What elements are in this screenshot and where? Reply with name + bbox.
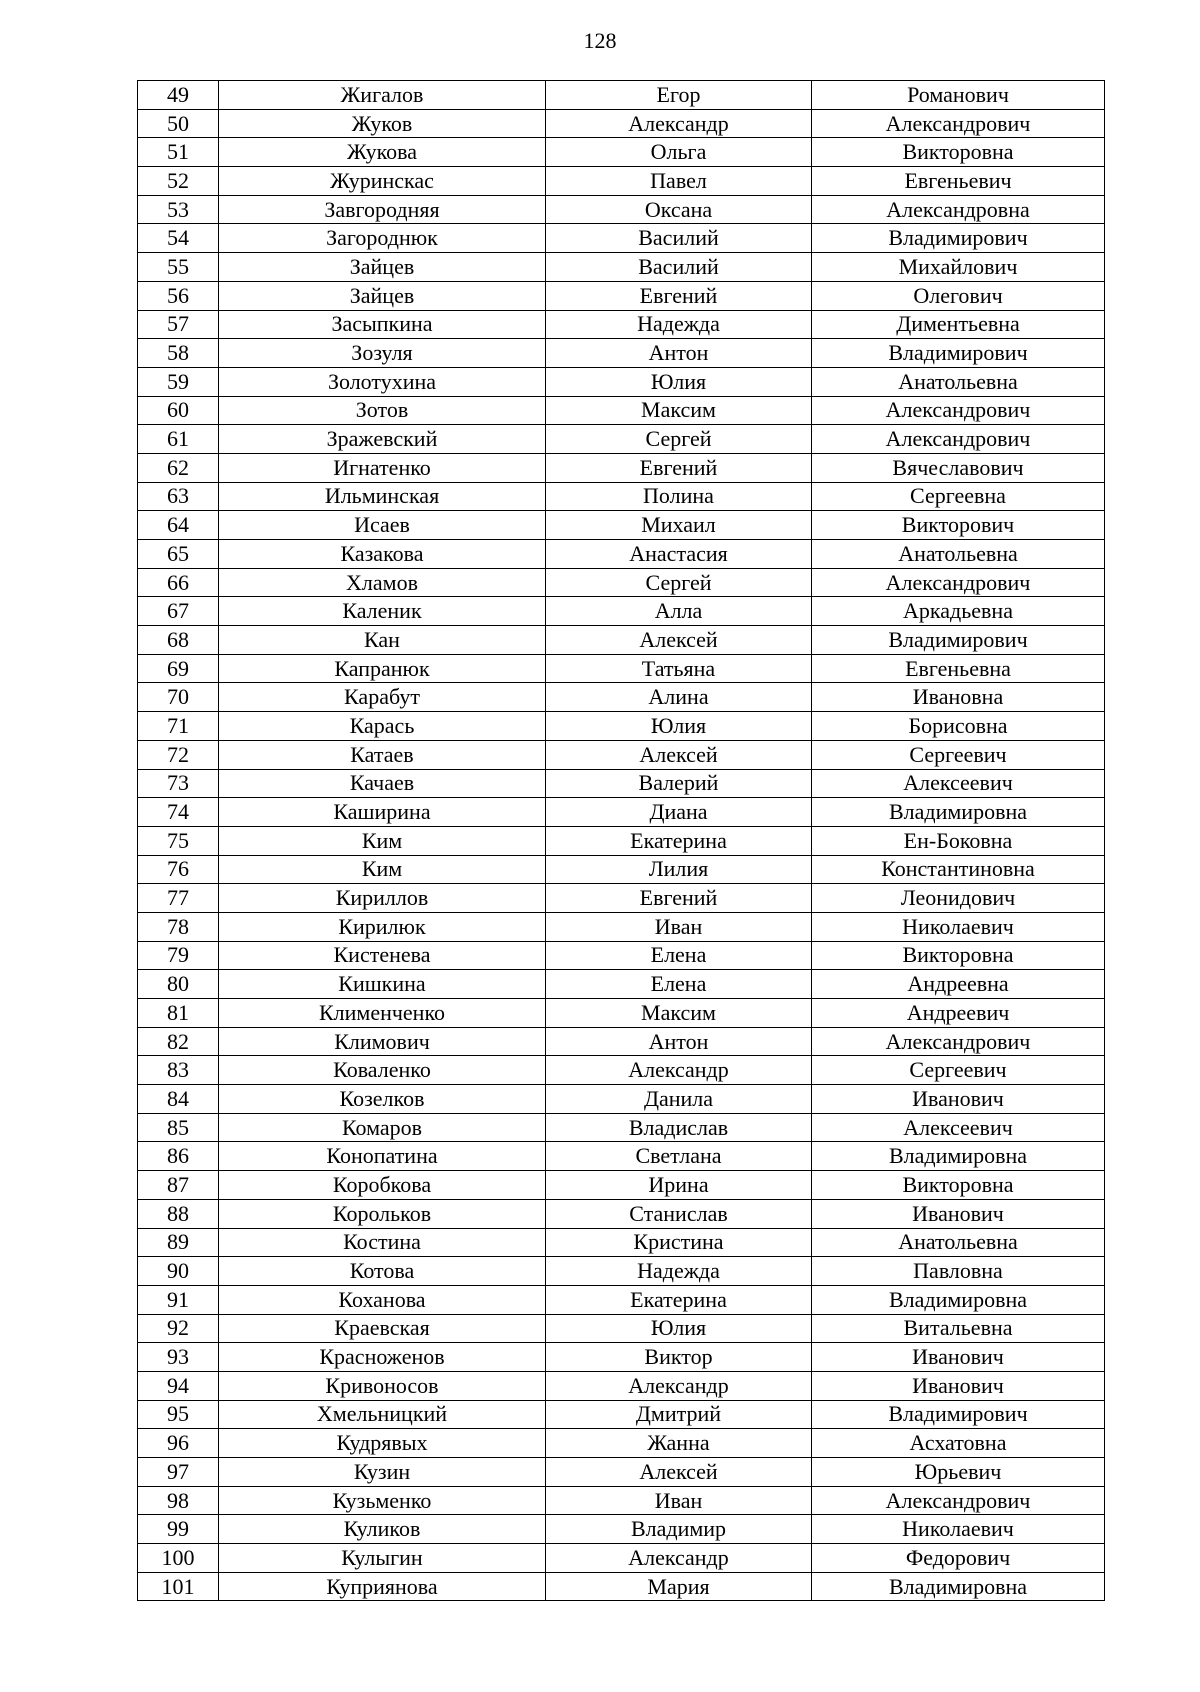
- first-name-cell: Данила: [546, 1085, 812, 1114]
- patronymic-cell: Олегович: [812, 281, 1105, 310]
- first-name-cell: Евгений: [546, 453, 812, 482]
- table-row: [138, 740, 1105, 769]
- last-name-cell: Кирилюк: [219, 912, 546, 941]
- table-row: [138, 970, 1105, 999]
- first-name-cell: Сергей: [546, 425, 812, 454]
- last-name-cell: Кривоносов: [219, 1371, 546, 1400]
- table-row: [138, 798, 1105, 827]
- table-row: [138, 568, 1105, 597]
- patronymic-cell: Викторовна: [812, 1171, 1105, 1200]
- first-name-cell: Василий: [546, 253, 812, 282]
- patronymic-cell: Андреевич: [812, 999, 1105, 1028]
- first-name-cell: Надежда: [546, 1257, 812, 1286]
- row-number-cell: 68: [138, 626, 219, 655]
- table-row: [138, 1314, 1105, 1343]
- patronymic-cell: Сергеевич: [812, 740, 1105, 769]
- row-number-cell: 79: [138, 941, 219, 970]
- first-name-cell: Евгений: [546, 281, 812, 310]
- table-row: [138, 1572, 1105, 1601]
- table-row: [138, 339, 1105, 368]
- first-name-cell: Антон: [546, 339, 812, 368]
- last-name-cell: Кузин: [219, 1458, 546, 1487]
- patronymic-cell: Николаевич: [812, 1515, 1105, 1544]
- row-number-cell: 56: [138, 281, 219, 310]
- row-number-cell: 93: [138, 1343, 219, 1372]
- last-name-cell: Хмельницкий: [219, 1400, 546, 1429]
- row-number-cell: 81: [138, 999, 219, 1028]
- patronymic-cell: Андреевна: [812, 970, 1105, 999]
- row-number-cell: 94: [138, 1371, 219, 1400]
- table-row: [138, 1085, 1105, 1114]
- table-row: [138, 167, 1105, 196]
- patronymic-cell: Павловна: [812, 1257, 1105, 1286]
- first-name-cell: Александр: [546, 1371, 812, 1400]
- first-name-cell: Оксана: [546, 195, 812, 224]
- first-name-cell: Кристина: [546, 1228, 812, 1257]
- last-name-cell: Капранюк: [219, 654, 546, 683]
- first-name-cell: Елена: [546, 970, 812, 999]
- table-row: [138, 281, 1105, 310]
- last-name-cell: Коробкова: [219, 1171, 546, 1200]
- patronymic-cell: Владимирович: [812, 224, 1105, 253]
- row-number-cell: 63: [138, 482, 219, 511]
- patronymic-cell: Федорович: [812, 1544, 1105, 1573]
- first-name-cell: Алексей: [546, 1458, 812, 1487]
- patronymic-cell: Константиновна: [812, 855, 1105, 884]
- patronymic-cell: Владимирович: [812, 626, 1105, 655]
- row-number-cell: 100: [138, 1544, 219, 1573]
- table-row: [138, 425, 1105, 454]
- patronymic-cell: Алексеевич: [812, 769, 1105, 798]
- first-name-cell: Алла: [546, 597, 812, 626]
- last-name-cell: Исаев: [219, 511, 546, 540]
- patronymic-cell: Александрович: [812, 425, 1105, 454]
- table-row: [138, 138, 1105, 167]
- last-name-cell: Кан: [219, 626, 546, 655]
- last-name-cell: Коханова: [219, 1285, 546, 1314]
- first-name-cell: Ирина: [546, 1171, 812, 1200]
- last-name-cell: Конопатина: [219, 1142, 546, 1171]
- table-row: [138, 195, 1105, 224]
- first-name-cell: Полина: [546, 482, 812, 511]
- last-name-cell: Зражевский: [219, 425, 546, 454]
- table-row: [138, 1343, 1105, 1372]
- patronymic-cell: Иванович: [812, 1199, 1105, 1228]
- row-number-cell: 69: [138, 654, 219, 683]
- row-number-cell: 58: [138, 339, 219, 368]
- row-number-cell: 71: [138, 712, 219, 741]
- table-row: [138, 683, 1105, 712]
- last-name-cell: Казакова: [219, 540, 546, 569]
- last-name-cell: Клименченко: [219, 999, 546, 1028]
- row-number-cell: 74: [138, 798, 219, 827]
- patronymic-cell: Владимировна: [812, 1142, 1105, 1171]
- row-number-cell: 76: [138, 855, 219, 884]
- last-name-cell: Карась: [219, 712, 546, 741]
- first-name-cell: Виктор: [546, 1343, 812, 1372]
- first-name-cell: Юлия: [546, 367, 812, 396]
- table-row: [138, 912, 1105, 941]
- last-name-cell: Зайцев: [219, 253, 546, 282]
- table-row: [138, 654, 1105, 683]
- first-name-cell: Александр: [546, 1056, 812, 1085]
- last-name-cell: Качаев: [219, 769, 546, 798]
- row-number-cell: 85: [138, 1113, 219, 1142]
- last-name-cell: Каленик: [219, 597, 546, 626]
- patronymic-cell: Александрович: [812, 396, 1105, 425]
- last-name-cell: Кириллов: [219, 884, 546, 913]
- table-row: [138, 367, 1105, 396]
- first-name-cell: Юлия: [546, 712, 812, 741]
- first-name-cell: Мария: [546, 1572, 812, 1601]
- first-name-cell: Антон: [546, 1027, 812, 1056]
- last-name-cell: Зотов: [219, 396, 546, 425]
- row-number-cell: 89: [138, 1228, 219, 1257]
- row-number-cell: 67: [138, 597, 219, 626]
- patronymic-cell: Викторовна: [812, 138, 1105, 167]
- last-name-cell: Зайцев: [219, 281, 546, 310]
- last-name-cell: Красноженов: [219, 1343, 546, 1372]
- first-name-cell: Алексей: [546, 740, 812, 769]
- last-name-cell: Каширина: [219, 798, 546, 827]
- last-name-cell: Кишкина: [219, 970, 546, 999]
- patronymic-cell: Вячеславович: [812, 453, 1105, 482]
- last-name-cell: Игнатенко: [219, 453, 546, 482]
- last-name-cell: Краевская: [219, 1314, 546, 1343]
- last-name-cell: Кистенева: [219, 941, 546, 970]
- row-number-cell: 92: [138, 1314, 219, 1343]
- row-number-cell: 78: [138, 912, 219, 941]
- row-number-cell: 88: [138, 1199, 219, 1228]
- first-name-cell: Иван: [546, 1486, 812, 1515]
- first-name-cell: Екатерина: [546, 826, 812, 855]
- row-number-cell: 49: [138, 81, 219, 110]
- patronymic-cell: Леонидович: [812, 884, 1105, 913]
- table-row: [138, 1228, 1105, 1257]
- patronymic-cell: Ивановна: [812, 683, 1105, 712]
- row-number-cell: 82: [138, 1027, 219, 1056]
- first-name-cell: Максим: [546, 999, 812, 1028]
- row-number-cell: 96: [138, 1429, 219, 1458]
- last-name-cell: Кулыгин: [219, 1544, 546, 1573]
- table-row: [138, 310, 1105, 339]
- row-number-cell: 84: [138, 1085, 219, 1114]
- first-name-cell: Василий: [546, 224, 812, 253]
- table-row: [138, 712, 1105, 741]
- row-number-cell: 97: [138, 1458, 219, 1487]
- row-number-cell: 87: [138, 1171, 219, 1200]
- row-number-cell: 65: [138, 540, 219, 569]
- last-name-cell: Кузьменко: [219, 1486, 546, 1515]
- row-number-cell: 91: [138, 1285, 219, 1314]
- table-row: [138, 1371, 1105, 1400]
- patronymic-cell: Викторович: [812, 511, 1105, 540]
- row-number-cell: 55: [138, 253, 219, 282]
- patronymic-cell: Евгеньевич: [812, 167, 1105, 196]
- last-name-cell: Костина: [219, 1228, 546, 1257]
- table-row: [138, 511, 1105, 540]
- table-row: [138, 941, 1105, 970]
- table-row: [138, 1400, 1105, 1429]
- first-name-cell: Павел: [546, 167, 812, 196]
- last-name-cell: Золотухина: [219, 367, 546, 396]
- table-row: [138, 597, 1105, 626]
- patronymic-cell: Сергеевна: [812, 482, 1105, 511]
- first-name-cell: Евгений: [546, 884, 812, 913]
- table-row: [138, 1257, 1105, 1286]
- last-name-cell: Климович: [219, 1027, 546, 1056]
- table-row: [138, 253, 1105, 282]
- table-row: [138, 224, 1105, 253]
- row-number-cell: 83: [138, 1056, 219, 1085]
- patronymic-cell: Витальевна: [812, 1314, 1105, 1343]
- patronymic-cell: Владимировна: [812, 1572, 1105, 1601]
- patronymic-cell: Александрович: [812, 1486, 1105, 1515]
- first-name-cell: Алина: [546, 683, 812, 712]
- patronymic-cell: Диментьевна: [812, 310, 1105, 339]
- first-name-cell: Михаил: [546, 511, 812, 540]
- table-row: [138, 884, 1105, 913]
- row-number-cell: 51: [138, 138, 219, 167]
- first-name-cell: Иван: [546, 912, 812, 941]
- last-name-cell: Ким: [219, 855, 546, 884]
- last-name-cell: Куприянова: [219, 1572, 546, 1601]
- patronymic-cell: Анатольевна: [812, 1228, 1105, 1257]
- patronymic-cell: Иванович: [812, 1085, 1105, 1114]
- row-number-cell: 57: [138, 310, 219, 339]
- row-number-cell: 90: [138, 1257, 219, 1286]
- last-name-cell: Корольков: [219, 1199, 546, 1228]
- first-name-cell: Татьяна: [546, 654, 812, 683]
- last-name-cell: Карабут: [219, 683, 546, 712]
- table-row: [138, 1515, 1105, 1544]
- row-number-cell: 60: [138, 396, 219, 425]
- table-row: [138, 1486, 1105, 1515]
- patronymic-cell: Владимировна: [812, 798, 1105, 827]
- patronymic-cell: Александрович: [812, 568, 1105, 597]
- last-name-cell: Куликов: [219, 1515, 546, 1544]
- row-number-cell: 86: [138, 1142, 219, 1171]
- patronymic-cell: Евгеньевна: [812, 654, 1105, 683]
- patronymic-cell: Романович: [812, 81, 1105, 110]
- first-name-cell: Диана: [546, 798, 812, 827]
- first-name-cell: Дмитрий: [546, 1400, 812, 1429]
- row-number-cell: 95: [138, 1400, 219, 1429]
- row-number-cell: 54: [138, 224, 219, 253]
- patronymic-cell: Анатольевна: [812, 367, 1105, 396]
- table-row: [138, 1056, 1105, 1085]
- first-name-cell: Жанна: [546, 1429, 812, 1458]
- table-row: [138, 1027, 1105, 1056]
- last-name-cell: Жукова: [219, 138, 546, 167]
- row-number-cell: 64: [138, 511, 219, 540]
- last-name-cell: Кудрявых: [219, 1429, 546, 1458]
- last-name-cell: Жигалов: [219, 81, 546, 110]
- row-number-cell: 59: [138, 367, 219, 396]
- patronymic-cell: Борисовна: [812, 712, 1105, 741]
- first-name-cell: Александр: [546, 109, 812, 138]
- row-number-cell: 66: [138, 568, 219, 597]
- row-number-cell: 77: [138, 884, 219, 913]
- table-row: [138, 1171, 1105, 1200]
- first-name-cell: Станислав: [546, 1199, 812, 1228]
- patronymic-cell: Иванович: [812, 1371, 1105, 1400]
- patronymic-cell: Сергеевич: [812, 1056, 1105, 1085]
- first-name-cell: Максим: [546, 396, 812, 425]
- last-name-cell: Ким: [219, 826, 546, 855]
- last-name-cell: Завгородняя: [219, 195, 546, 224]
- patronymic-cell: Владимировна: [812, 1285, 1105, 1314]
- patronymic-cell: Юрьевич: [812, 1458, 1105, 1487]
- table-row: [138, 1142, 1105, 1171]
- last-name-cell: Козелков: [219, 1085, 546, 1114]
- table-row: [138, 1199, 1105, 1228]
- row-number-cell: 52: [138, 167, 219, 196]
- last-name-cell: Ильминская: [219, 482, 546, 511]
- table-row: [138, 1113, 1105, 1142]
- table-row: [138, 396, 1105, 425]
- row-number-cell: 61: [138, 425, 219, 454]
- page-number: 128: [583, 28, 617, 53]
- first-name-cell: Александр: [546, 1544, 812, 1573]
- first-name-cell: Юлия: [546, 1314, 812, 1343]
- patronymic-cell: Александрович: [812, 1027, 1105, 1056]
- last-name-cell: Жуков: [219, 109, 546, 138]
- first-name-cell: Валерий: [546, 769, 812, 798]
- roster-table: [137, 80, 1105, 1601]
- table-row: [138, 482, 1105, 511]
- table-row: [138, 1429, 1105, 1458]
- row-number-cell: 80: [138, 970, 219, 999]
- row-number-cell: 73: [138, 769, 219, 798]
- table-row: [138, 769, 1105, 798]
- first-name-cell: Лилия: [546, 855, 812, 884]
- first-name-cell: Алексей: [546, 626, 812, 655]
- table-row: [138, 626, 1105, 655]
- first-name-cell: Егор: [546, 81, 812, 110]
- first-name-cell: Владимир: [546, 1515, 812, 1544]
- table-row: [138, 1544, 1105, 1573]
- patronymic-cell: Викторовна: [812, 941, 1105, 970]
- row-number-cell: 99: [138, 1515, 219, 1544]
- last-name-cell: Хламов: [219, 568, 546, 597]
- table-row: [138, 855, 1105, 884]
- table-row: [138, 1458, 1105, 1487]
- row-number-cell: 50: [138, 109, 219, 138]
- last-name-cell: Катаев: [219, 740, 546, 769]
- patronymic-cell: Владимирович: [812, 339, 1105, 368]
- row-number-cell: 98: [138, 1486, 219, 1515]
- row-number-cell: 53: [138, 195, 219, 224]
- table-row: [138, 826, 1105, 855]
- patronymic-cell: Александровна: [812, 195, 1105, 224]
- last-name-cell: Загороднюк: [219, 224, 546, 253]
- table-row: [138, 453, 1105, 482]
- patronymic-cell: Алексеевич: [812, 1113, 1105, 1142]
- last-name-cell: Комаров: [219, 1113, 546, 1142]
- first-name-cell: Ольга: [546, 138, 812, 167]
- patronymic-cell: Аркадьевна: [812, 597, 1105, 626]
- patronymic-cell: Владимирович: [812, 1400, 1105, 1429]
- patronymic-cell: Иванович: [812, 1343, 1105, 1372]
- table-row: [138, 109, 1105, 138]
- table-row: [138, 540, 1105, 569]
- table-row: [138, 1285, 1105, 1314]
- row-number-cell: 75: [138, 826, 219, 855]
- patronymic-cell: Николаевич: [812, 912, 1105, 941]
- table-row: [138, 81, 1105, 110]
- first-name-cell: Надежда: [546, 310, 812, 339]
- last-name-cell: Засыпкина: [219, 310, 546, 339]
- row-number-cell: 62: [138, 453, 219, 482]
- first-name-cell: Елена: [546, 941, 812, 970]
- patronymic-cell: Александрович: [812, 109, 1105, 138]
- patronymic-cell: Ен-Боковна: [812, 826, 1105, 855]
- row-number-cell: 70: [138, 683, 219, 712]
- last-name-cell: Журинскас: [219, 167, 546, 196]
- first-name-cell: Владислав: [546, 1113, 812, 1142]
- first-name-cell: Екатерина: [546, 1285, 812, 1314]
- last-name-cell: Коваленко: [219, 1056, 546, 1085]
- first-name-cell: Светлана: [546, 1142, 812, 1171]
- roster-body: [138, 81, 1105, 1601]
- row-number-cell: 101: [138, 1572, 219, 1601]
- patronymic-cell: Анатольевна: [812, 540, 1105, 569]
- row-number-cell: 72: [138, 740, 219, 769]
- patronymic-cell: Михайлович: [812, 253, 1105, 282]
- last-name-cell: Зозуля: [219, 339, 546, 368]
- patronymic-cell: Асхатовна: [812, 1429, 1105, 1458]
- first-name-cell: Анастасия: [546, 540, 812, 569]
- first-name-cell: Сергей: [546, 568, 812, 597]
- last-name-cell: Котова: [219, 1257, 546, 1286]
- table-row: [138, 999, 1105, 1028]
